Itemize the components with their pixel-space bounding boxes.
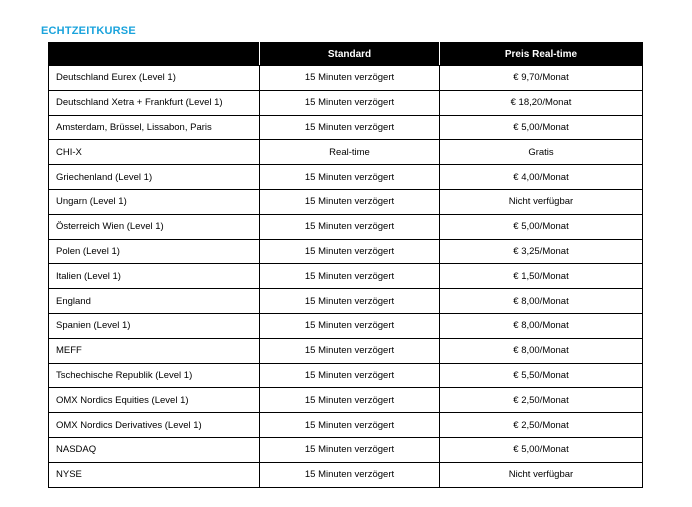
standard-delay: 15 Minuten verzögert [260, 388, 440, 413]
realtime-price: € 1,50/Monat [440, 264, 643, 289]
standard-delay: 15 Minuten verzögert [260, 214, 440, 239]
market-name: Italien (Level 1) [49, 264, 260, 289]
standard-delay: 15 Minuten verzögert [260, 413, 440, 438]
standard-delay: 15 Minuten verzögert [260, 264, 440, 289]
table-row [49, 388, 643, 413]
standard-delay: 15 Minuten verzögert [260, 363, 440, 388]
realtime-price: € 2,50/Monat [440, 413, 643, 438]
standard-delay: 15 Minuten verzögert [260, 90, 440, 115]
table-row [49, 165, 643, 190]
table-row [49, 338, 643, 363]
market-name: Polen (Level 1) [49, 239, 260, 264]
table-row [49, 214, 643, 239]
realtime-price: € 18,20/Monat [440, 90, 643, 115]
standard-delay: 15 Minuten verzögert [260, 165, 440, 190]
realtime-price: € 2,50/Monat [440, 388, 643, 413]
market-name: CHI-X [49, 140, 260, 165]
market-name: MEFF [49, 338, 260, 363]
realtime-price: € 9,70/Monat [440, 66, 643, 91]
market-name: Griechenland (Level 1) [49, 165, 260, 190]
realtime-price: € 5,00/Monat [440, 437, 643, 462]
table-row [49, 140, 643, 165]
standard-delay: 15 Minuten verzögert [260, 437, 440, 462]
realtime-price: € 8,00/Monat [440, 313, 643, 338]
table-row [49, 239, 643, 264]
market-name: England [49, 289, 260, 314]
realtime-price: € 8,00/Monat [440, 289, 643, 314]
market-name: NASDAQ [49, 437, 260, 462]
column-header-price: Preis Real-time [440, 43, 643, 66]
market-name: Ungarn (Level 1) [49, 189, 260, 214]
column-header-market [49, 43, 260, 66]
table-row [49, 289, 643, 314]
realtime-price: € 5,00/Monat [440, 214, 643, 239]
standard-delay: 15 Minuten verzögert [260, 289, 440, 314]
market-name: OMX Nordics Derivatives (Level 1) [49, 413, 260, 438]
standard-delay: 15 Minuten verzögert [260, 189, 440, 214]
column-header-standard: Standard [260, 43, 440, 66]
standard-delay: 15 Minuten verzögert [260, 462, 440, 487]
table-row [49, 115, 643, 140]
table-row [49, 313, 643, 338]
standard-delay: 15 Minuten verzögert [260, 313, 440, 338]
standard-delay: 15 Minuten verzögert [260, 66, 440, 91]
realtime-price: € 3,25/Monat [440, 239, 643, 264]
realtime-price: € 5,00/Monat [440, 115, 643, 140]
realtime-price: Nicht verfügbar [440, 189, 643, 214]
realtime-prices-table [48, 42, 643, 488]
market-name: NYSE [49, 462, 260, 487]
market-name: Deutschland Xetra + Frankfurt (Level 1) [49, 90, 260, 115]
table-row [49, 462, 643, 487]
realtime-price: € 8,00/Monat [440, 338, 643, 363]
table-row [49, 66, 643, 91]
market-name: Amsterdam, Brüssel, Lissabon, Paris [49, 115, 260, 140]
table-row [49, 413, 643, 438]
realtime-price: Nicht verfügbar [440, 462, 643, 487]
market-name: Tschechische Republik (Level 1) [49, 363, 260, 388]
standard-delay: 15 Minuten verzögert [260, 239, 440, 264]
market-name: Spanien (Level 1) [49, 313, 260, 338]
standard-delay: Real-time [260, 140, 440, 165]
table-row [49, 90, 643, 115]
table-header-row [49, 43, 643, 66]
market-name: Deutschland Eurex (Level 1) [49, 66, 260, 91]
realtime-price: € 4,00/Monat [440, 165, 643, 190]
page-title: ECHTZEITKURSE [41, 25, 136, 37]
realtime-price: € 5,50/Monat [440, 363, 643, 388]
table-row [49, 363, 643, 388]
table-row [49, 189, 643, 214]
table-row [49, 264, 643, 289]
market-name: OMX Nordics Equities (Level 1) [49, 388, 260, 413]
market-name: Österreich Wien (Level 1) [49, 214, 260, 239]
realtime-price: Gratis [440, 140, 643, 165]
table-row [49, 437, 643, 462]
standard-delay: 15 Minuten verzögert [260, 338, 440, 363]
standard-delay: 15 Minuten verzögert [260, 115, 440, 140]
